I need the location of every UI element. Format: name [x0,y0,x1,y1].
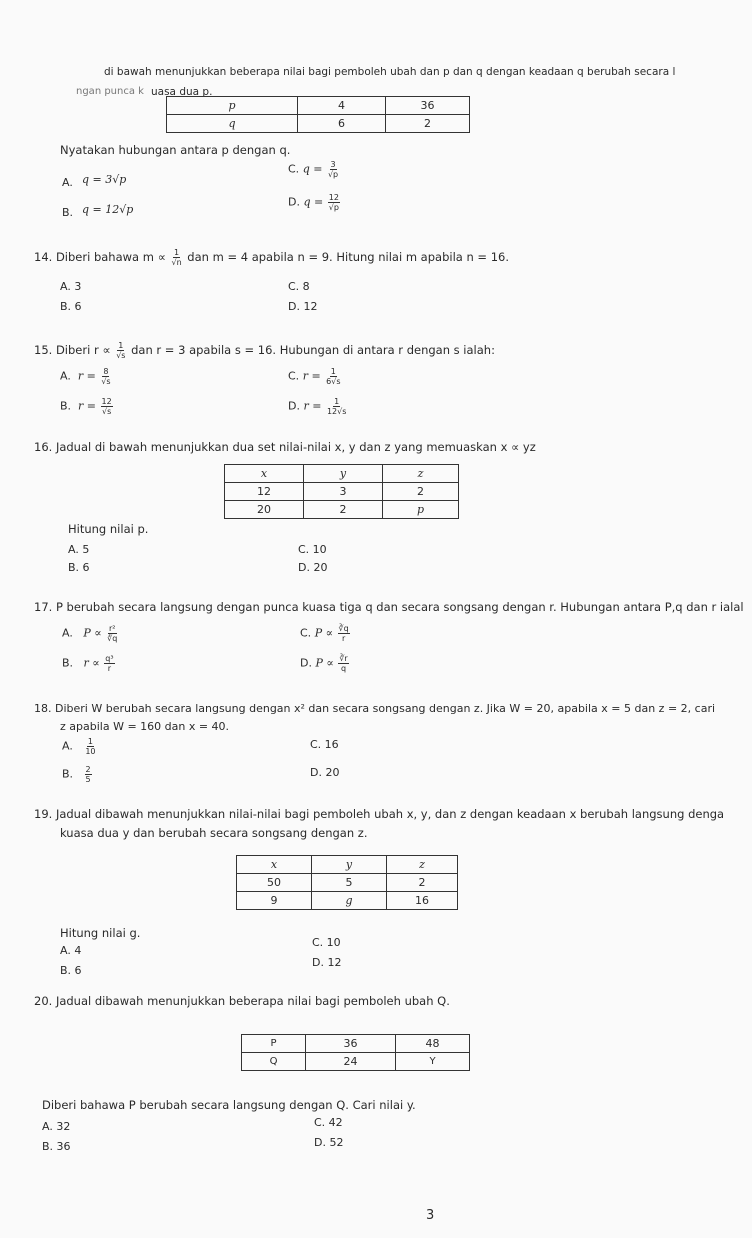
table-cell: 24 [306,1053,396,1071]
fraction [328,193,340,212]
q16-option-b: B. 6 [68,561,90,574]
option-label: C. [300,626,312,640]
fraction-numerator: 12 [101,397,112,406]
q14-question [34,248,509,267]
option-label: A. [62,739,73,753]
fraction-numerator: r² [109,624,116,633]
q18-option-c: C. 16 [310,738,339,751]
table-row [225,483,459,501]
q16-table [224,464,459,519]
table-cell: 2 [304,501,383,519]
q20-option-b: B. 36 [42,1140,71,1153]
table-row [237,874,458,892]
table-cell: 12 [225,483,304,501]
q13-intro-line2b: uasa dua p. [151,86,213,98]
fraction-denominator: √p [328,203,339,212]
option-label: D. [288,195,300,209]
table-cell: 6 [298,115,386,133]
q18-option-a [62,737,98,756]
option-label: B. [62,767,74,781]
table-cell: 2 [387,874,458,892]
q17-option-c [300,624,351,643]
q13-prompt: Nyatakan hubungan antara p dengan q. [60,143,291,157]
table-row [225,501,459,519]
option-label: D. [300,656,312,670]
fraction-numerator: 3 [330,160,336,169]
q19-option-c: C. 10 [312,936,341,949]
fraction [338,624,350,643]
option-label: C. [288,369,300,383]
table-cell: 2 [386,115,470,133]
table-cell: 48 [396,1035,470,1053]
table-cell: p [167,97,298,115]
q13-option-c [288,160,340,179]
fraction-denominator: √n [171,258,182,267]
fraction [326,397,347,416]
option-label: B. [62,656,74,670]
table-cell: y [312,856,387,874]
table-cell: 2 [383,483,459,501]
fraction [84,737,96,756]
q17-option-a [62,624,119,643]
table-row [225,465,459,483]
q14-text-a: 14. Diberi bahawa m ∝ [34,250,166,264]
fraction [106,624,118,643]
q19-prompt: Hitung nilai g. [60,926,141,940]
q14-option-a: A. 3 [60,280,82,293]
q16-question: 16. Jadual di bawah menunjukkan dua set nilai-nilai x, y dan z yang memuaskan x ∝ yz [34,440,536,454]
q20-option-a: A. 32 [42,1120,71,1133]
option-lhs: r ∝ [83,656,100,670]
fraction-denominator: ∛q [107,634,118,643]
fraction-numerator: 2 [85,765,91,774]
q15-option-a [60,367,113,386]
fraction-denominator: √s [101,407,112,416]
q20-option-c: C. 42 [314,1116,343,1129]
q13-intro-line2a: ngan punca k [76,86,144,97]
option-label: A. [60,369,71,383]
q13-option-d [288,193,341,212]
q19-option-b: B. 6 [60,964,82,977]
fraction-denominator: 6√s [326,377,341,386]
option-lhs: P ∝ [314,626,334,640]
table-cell: 4 [298,97,386,115]
q19-table [236,855,458,910]
option-lhs: P ∝ [315,656,334,670]
fraction [338,654,348,673]
q20-question: 20. Jadual dibawah menunjukkan beberapa nilai bagi pemboleh ubah Q. [34,994,450,1008]
fraction-denominator: √p [327,170,339,179]
table-cell: 5 [312,874,387,892]
fraction-numerator: 8 [103,367,109,376]
fraction [104,654,114,673]
table-row [237,892,458,910]
option-lhs: q = [303,195,324,209]
q15-question [34,341,495,360]
q18-question-line2: z apabila W = 160 dan x = 40. [60,720,230,733]
q13-table [166,96,470,133]
q16-prompt: Hitung nilai p. [68,522,149,536]
q18-option-b [62,765,93,784]
q15-text-a: 15. Diberi r ∝ [34,343,111,357]
q13-intro-line1: di bawah menunjukkan beberapa nilai bagi pemboleh ubah dan p dan q dengan keadaan q berubah secara l [104,66,676,78]
table-row [167,115,470,133]
fraction [115,341,126,360]
table-cell: z [383,465,459,483]
fraction [325,367,341,386]
fraction-denominator: 5 [85,775,91,784]
table-cell: 36 [386,97,470,115]
table-row [237,856,458,874]
table-cell: 50 [237,874,312,892]
q14-option-c: C. 8 [288,280,310,293]
fraction-numerator: 1 [118,341,124,350]
fraction [100,367,111,386]
q19-option-d: D. 12 [312,956,342,969]
fraction-denominator: r [107,664,112,673]
q19-question: 19. Jadual dibawah menunjukkan nilai-nilai bagi pemboleh ubah x, y, dan z dengan keadaan x berubah langsung denga [34,807,725,821]
table-cell: y [304,465,383,483]
table-cell: P [242,1035,306,1053]
fraction-denominator: √s [116,351,126,360]
fraction-numerator: ∛r [339,654,348,663]
option-label: C. [288,162,300,176]
option-lhs: r = [78,399,97,413]
table-cell: 36 [306,1035,396,1053]
fraction-denominator: 12√s [326,407,347,416]
option-label: D. [288,399,300,413]
table-cell: q [167,115,298,133]
table-cell: Q [242,1053,306,1071]
table-cell: p [383,501,459,519]
fraction [85,765,92,784]
q17-option-b [62,654,116,673]
q15-option-b [60,397,114,416]
fraction-numerator: 1 [334,397,340,406]
table-cell: 16 [387,892,458,910]
q15-option-c [288,367,343,386]
table-cell: 20 [225,501,304,519]
fraction-numerator: 12 [328,193,339,202]
q13-option-b-label: B. [62,206,74,219]
table-cell: Y [396,1053,470,1071]
fraction-denominator: r [341,634,346,643]
option-label: A. [62,626,73,640]
q16-option-d: D. 20 [298,561,328,574]
fraction [170,248,182,267]
q18-question: 18. Diberi W berubah secara langsung dengan x² dan secara songsang dengan z. Jika W = 20, apabila x = 5 dan z = 2, cari [34,702,716,715]
option-label: B. [60,399,72,413]
table-row [242,1053,470,1071]
q19-question-line2: kuasa dua y dan berubah secara songsang dengan z. [60,826,368,840]
table-cell: 9 [237,892,312,910]
option-lhs: r = [77,369,96,383]
table-cell: x [237,856,312,874]
table-row [242,1035,470,1053]
fraction-numerator: 1 [87,737,93,746]
fraction-denominator: 10 [85,747,96,756]
q13-option-b: q = 12√p [82,203,134,216]
table-cell: x [225,465,304,483]
q18-option-d: D. 20 [310,766,340,779]
table-row [167,97,470,115]
q14-option-b: B. 6 [60,300,82,313]
table-cell: 3 [304,483,383,501]
q13-option-a: q = 3√p [82,173,127,186]
fraction-numerator: 1 [330,367,336,376]
q17-option-d [300,654,350,673]
option-lhs: r = [303,399,322,413]
q17-question: 17. P berubah secara langsung dengan punca kuasa tiga q dan secara songsang dengan r. Hubungan antara P,q dan r ialal [34,600,744,614]
q20-prompt: Diberi bahawa P berubah secara langsung dengan Q. Cari nilai y. [42,1098,416,1112]
q15-option-d [288,397,348,416]
page-number: 3 [426,1208,435,1223]
option-lhs: q = [302,162,323,176]
fraction-numerator: 1 [174,248,180,257]
q20-option-d: D. 52 [314,1136,344,1149]
q19-option-a: A. 4 [60,944,82,957]
q16-option-a: A. 5 [68,543,90,556]
option-lhs: P ∝ [83,626,102,640]
fraction-numerator: q³ [105,654,114,663]
q20-table [241,1034,470,1071]
q14-text-b: dan m = 4 apabila n = 9. Hitung nilai m apabila n = 16. [187,250,509,264]
table-cell: z [387,856,458,874]
fraction-numerator: ∛q [338,624,349,633]
q15-text-b: dan r = 3 apabila s = 16. Hubungan di antara r dengan s ialah: [131,343,495,357]
q13-option-a-label: A. [62,176,73,189]
fraction [327,160,339,179]
option-lhs: r = [302,369,321,383]
fraction-denominator: √s [101,377,111,386]
q14-option-d: D. 12 [288,300,318,313]
fraction [101,397,113,416]
q16-option-c: C. 10 [298,543,327,556]
table-cell: g [312,892,387,910]
fraction-denominator: q [340,664,347,673]
